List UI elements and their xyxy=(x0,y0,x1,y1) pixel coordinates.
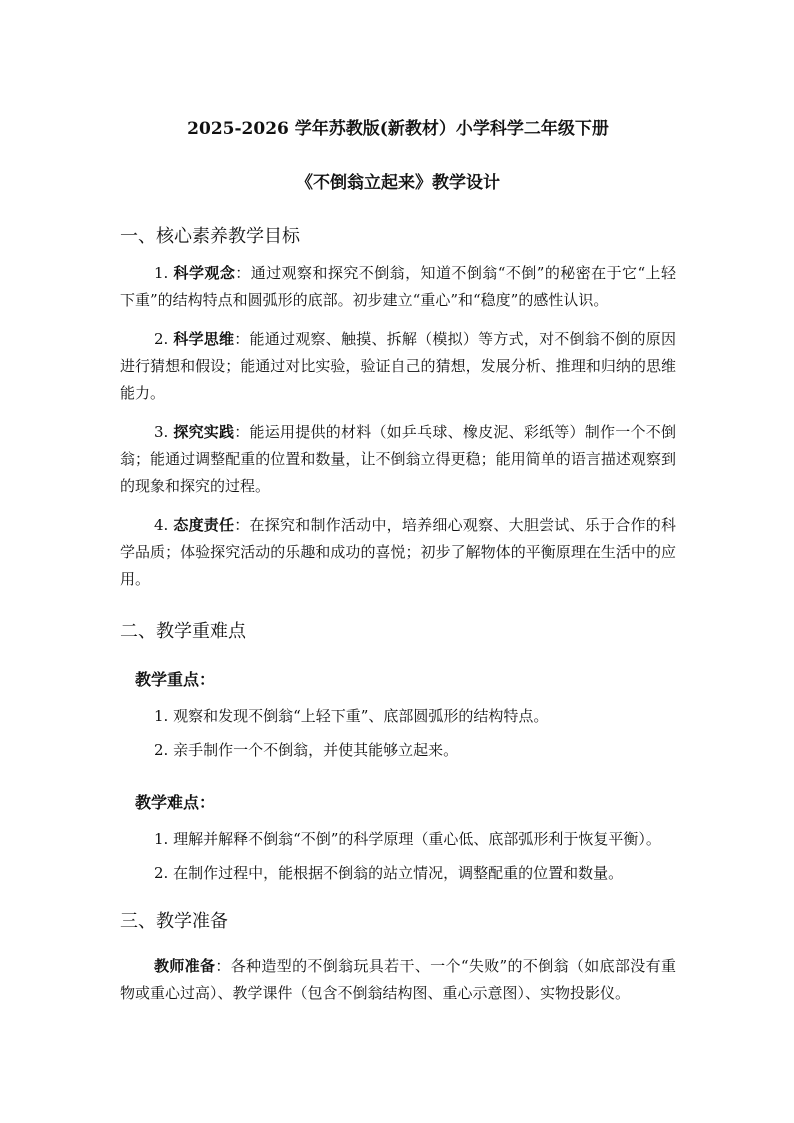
goal-text: ：通过观察和探究不倒翁，知道不倒翁“不倒”的秘密在于它“上轻下重”的结构特点和圆弧形的底部。初步建立“重心”和“稳度”的感性认识。 xyxy=(120,264,676,309)
goal-number: 1. xyxy=(154,264,169,282)
goal-label: 态度责任 xyxy=(173,516,235,534)
goal-number: 2. xyxy=(154,330,169,348)
document-title-line1: 2025-2026 学年苏教版(新教材）小学科学二年级下册 xyxy=(187,119,609,139)
item-number: 1. xyxy=(154,830,169,848)
difficult-points-heading: 教学难点： xyxy=(135,793,216,812)
section1-heading: 一、核心素养教学目标 xyxy=(120,226,300,247)
document-title-line2: 《不倒翁立起来》教学设计 xyxy=(296,173,500,193)
item-text: 在制作过程中，能根据不倒翁的站立情况，调整配重的位置和数量。 xyxy=(173,864,624,882)
goal-text: ：能通过观察、触摸、拆解（模拟）等方式，对不倒翁不倒的原因进行猜想和假设；能通过对比实验，验证自己的猜想，发展分析、推理和归纳的思维能力。 xyxy=(120,330,676,402)
goal-item xyxy=(120,512,676,593)
teacher-prep-text: ：各种造型的不倒翁玩具若干、一个“失败”的不倒翁（如底部没有重物或重心过高）、教学课件（包含不倒翁结构图、重心示意图）、实物投影仪。 xyxy=(120,957,676,1002)
teacher-preparation xyxy=(120,953,676,1007)
teacher-prep-label: 教师准备 xyxy=(154,957,216,975)
goal-label: 探究实践 xyxy=(173,423,235,441)
goal-item xyxy=(120,326,676,407)
item-text: 观察和发现不倒翁“上轻下重”、底部圆弧形的结构特点。 xyxy=(173,707,549,725)
goal-number: 3. xyxy=(154,423,169,441)
goal-item xyxy=(120,419,676,500)
goal-number: 4. xyxy=(154,516,169,534)
list-item xyxy=(120,826,676,853)
goal-label: 科学思维 xyxy=(173,330,235,348)
list-item xyxy=(120,860,676,887)
goal-text: ：在探究和制作活动中，培养细心观察、大胆尝试、乐于合作的科学品质；体验探究活动的乐趣和成功的喜悦；初步了解物体的平衡原理在生活中的应用。 xyxy=(120,516,676,588)
item-number: 2. xyxy=(154,741,169,759)
key-points-heading: 教学重点： xyxy=(135,670,216,689)
section3-heading: 三、教学准备 xyxy=(120,911,228,932)
item-number: 1. xyxy=(154,707,169,725)
list-item xyxy=(120,737,676,764)
item-number: 2. xyxy=(154,864,169,882)
list-item xyxy=(120,703,676,730)
goal-item xyxy=(120,260,676,314)
goal-text: ：能运用提供的材料（如乒乓球、橡皮泥、彩纸等）制作一个不倒翁；能通过调整配重的位置和数量，让不倒翁立得更稳；能用简单的语言描述观察到的现象和探究的过程。 xyxy=(120,423,676,495)
item-text: 理解并解释不倒翁“不倒”的科学原理（重心低、底部弧形利于恢复平衡）。 xyxy=(173,830,661,848)
section2-heading: 二、教学重难点 xyxy=(120,621,246,642)
goal-label: 科学观念 xyxy=(173,264,236,282)
item-text: 亲手制作一个不倒翁，并使其能够立起来。 xyxy=(173,741,459,759)
